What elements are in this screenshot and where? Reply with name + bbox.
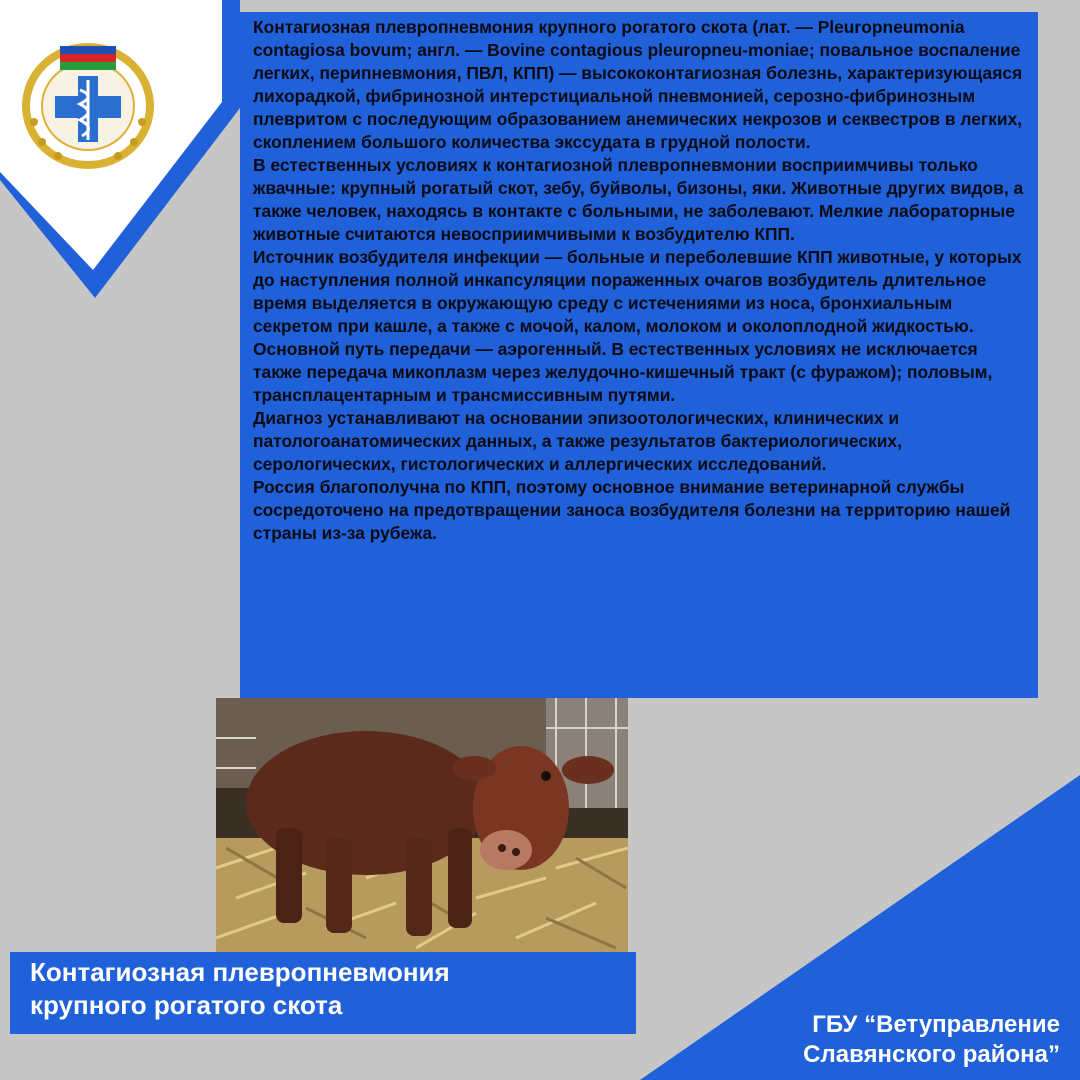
paragraph-definition: Контагиозная плевропневмония крупного рогатого скота (лат. — Pleuropneumonia contagiosa bovum; англ. — Bovine contagious pleuropneu-moniae; повальное воспаление легких, перипневмония, ПВЛ, КПП) — высококонтагиозная болезнь, характеризующаяся лихорадкой, фибринозной интерстициальной пневмонией, серозно-фибринозным плевритом с последующим образованием анемических некрозов и секвестров в легких, скоплением большого количества экссудата в грудной полости. xyxy=(253,17,1023,152)
organization-line-1: ГБУ “Ветуправление xyxy=(812,1011,1060,1038)
article-text-block xyxy=(240,12,1038,698)
paragraph-diagnosis: Диагноз устанавливают на основании эпизоотологических, клинических и патологоанатомических данных, а также результатов бактериологических, серологических, гистологических и аллергических исследований. xyxy=(253,408,902,474)
organization-name xyxy=(720,1010,1060,1070)
title-box xyxy=(10,952,636,1034)
emblem-icon xyxy=(18,36,158,171)
organization-line-2: Славянского района” xyxy=(803,1041,1060,1068)
paragraph-transmission: Основной путь передачи — аэрогенный. В естественных условиях не исключается также передача микоплазм через желудочно-кишечный тракт (с фуражом); половым, трансплацентарным и трансмиссивным путями. xyxy=(253,339,993,405)
title-line-2: крупного рогатого скота xyxy=(30,990,343,1020)
calf-photo xyxy=(216,698,628,952)
paragraph-susceptibility: В естественных условиях к контагиозной плевропневмонии восприимчивы только жвачные: крупный рогатый скот, зебу, буйволы, бизоны, яки. Животные других видов, а также человек, находясь в контакте с больными, не заболевают. Мелкие лабораторные животные считаются невосприимчивыми к возбудителю КПП. xyxy=(253,155,1024,244)
paragraph-source: Источник возбудителя инфекции — больные и переболевшие КПП животные, у которых до наступления полной инкапсуляции пораженных очагов возбудитель длительное время выделяется в окружающую среду с истечениями из носа, бронхиальным секретом при кашле, а также с мочой, калом, молоком и околоплодной жидкостью. xyxy=(253,247,1022,336)
title-line-1: Контагиозная плевропневмония xyxy=(30,957,450,987)
paragraph-russia: Россия благополучна по КПП, поэтому основное внимание ветеринарной службы сосредоточено на предотвращении заноса возбудителя болезни на территорию нашей страны из-за рубежа. xyxy=(253,477,1011,543)
logo xyxy=(18,36,158,171)
